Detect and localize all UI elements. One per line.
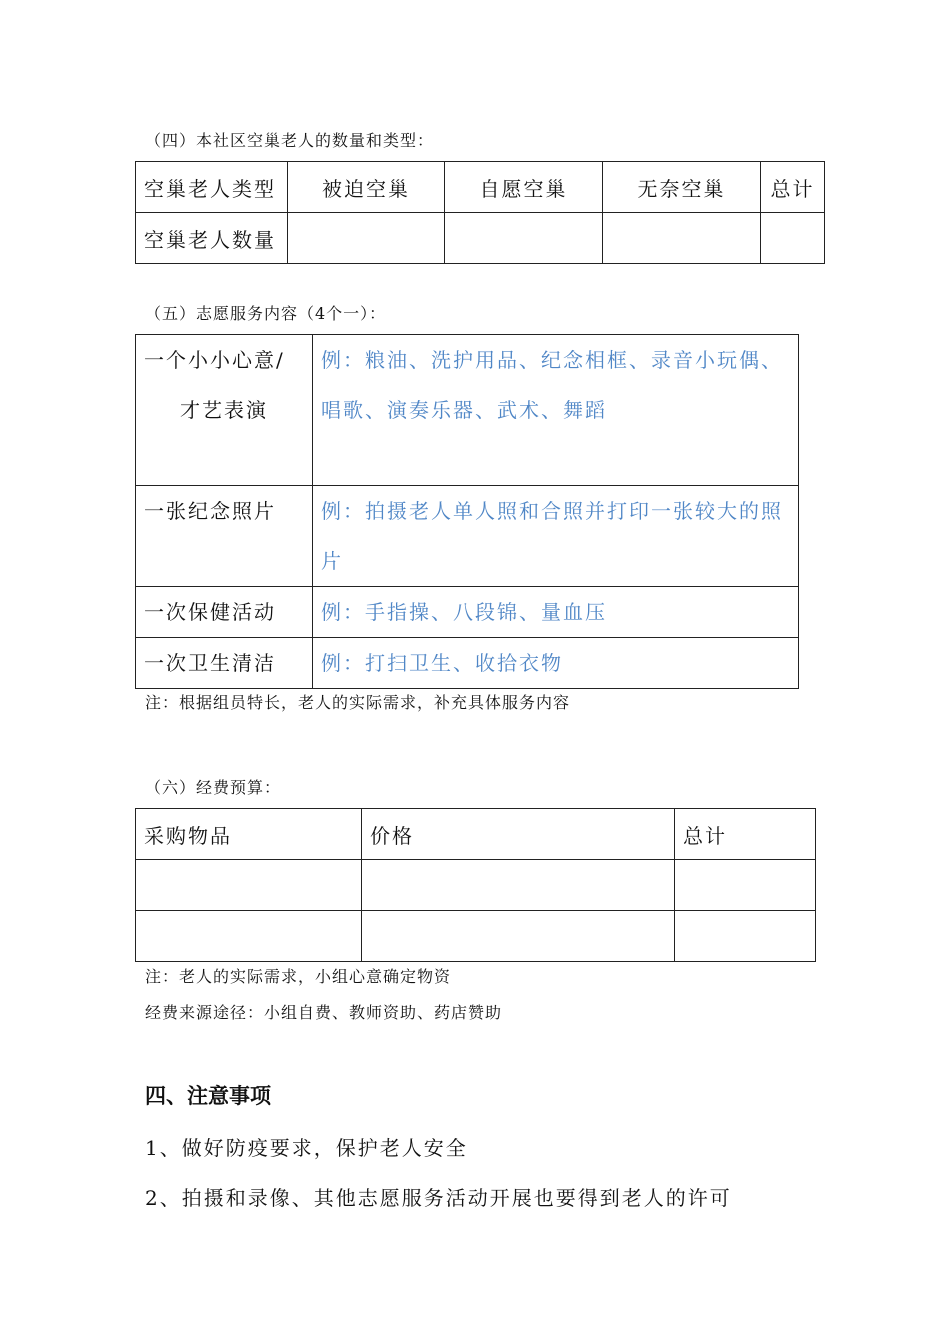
empty-nest-table xyxy=(135,161,825,264)
row-label: 一张纪念照片 xyxy=(136,486,313,587)
table-row xyxy=(136,638,799,689)
table-row xyxy=(136,335,799,486)
table-row xyxy=(136,809,816,860)
table-row xyxy=(136,911,816,962)
row-label: 一次卫生清洁 xyxy=(136,638,313,689)
row-label: 空巢老人数量 xyxy=(136,213,288,264)
section4-caption: （四）本社区空巢老人的数量和类型： xyxy=(145,131,435,150)
table-row xyxy=(136,486,799,587)
table-row xyxy=(136,860,816,911)
service-content-table xyxy=(135,334,799,689)
table-cell xyxy=(445,213,603,264)
example-cell: 例：手指操、八段锦、量血压 xyxy=(313,587,799,638)
header-cell: 自愿空巢 xyxy=(445,162,603,213)
example-text: 唱歌、演奏乐器、武术、舞蹈 xyxy=(321,398,607,422)
example-cell xyxy=(313,335,799,486)
table-cell xyxy=(675,860,816,911)
example-cell: 例：打扫卫生、收拾衣物 xyxy=(313,638,799,689)
header-cell: 总计 xyxy=(761,162,825,213)
precaution-item: 1、做好防疫要求，保护老人安全 xyxy=(145,1136,468,1160)
table-cell xyxy=(603,213,761,264)
table-row xyxy=(136,587,799,638)
row-label: 一次保健活动 xyxy=(136,587,313,638)
row-label xyxy=(136,335,313,486)
label-line: 才艺表演 xyxy=(180,398,268,422)
header-cell: 价格 xyxy=(362,809,675,860)
table-cell xyxy=(288,213,445,264)
table-cell xyxy=(675,911,816,962)
section6-note: 注：老人的实际需求，小组心意确定物资 xyxy=(145,967,452,986)
budget-table xyxy=(135,808,816,962)
table-cell xyxy=(136,911,362,962)
table-row xyxy=(136,162,825,213)
table-cell xyxy=(362,860,675,911)
section5-caption: （五）志愿服务内容（4个一）： xyxy=(145,304,387,323)
header-cell: 总计 xyxy=(675,809,816,860)
example-text: 例：粮油、洗护用品、纪念相框、录音小玩偶、 xyxy=(321,348,783,372)
section5-note: 注：根据组员特长，老人的实际需求，补充具体服务内容 xyxy=(145,693,571,712)
header-cell: 采购物品 xyxy=(136,809,362,860)
header-cell: 空巢老人类型 xyxy=(136,162,288,213)
table-cell xyxy=(362,911,675,962)
header-cell: 被迫空巢 xyxy=(288,162,445,213)
precautions-heading: 四、注意事项 xyxy=(145,1084,271,1108)
example-cell: 例：拍摄老人单人照和合照并打印一张较大的照片 xyxy=(313,486,799,587)
table-cell xyxy=(136,860,362,911)
funding-source: 经费来源途径：小组自费、教师资助、药店赞助 xyxy=(145,1003,503,1022)
header-cell: 无奈空巢 xyxy=(603,162,761,213)
precaution-item: 2、拍摄和录像、其他志愿服务活动开展也要得到老人的许可 xyxy=(145,1186,732,1210)
table-row xyxy=(136,213,825,264)
table-cell xyxy=(761,213,825,264)
section6-caption: （六）经费预算： xyxy=(145,778,282,797)
label-line: 一个小小心意/ xyxy=(144,348,285,372)
